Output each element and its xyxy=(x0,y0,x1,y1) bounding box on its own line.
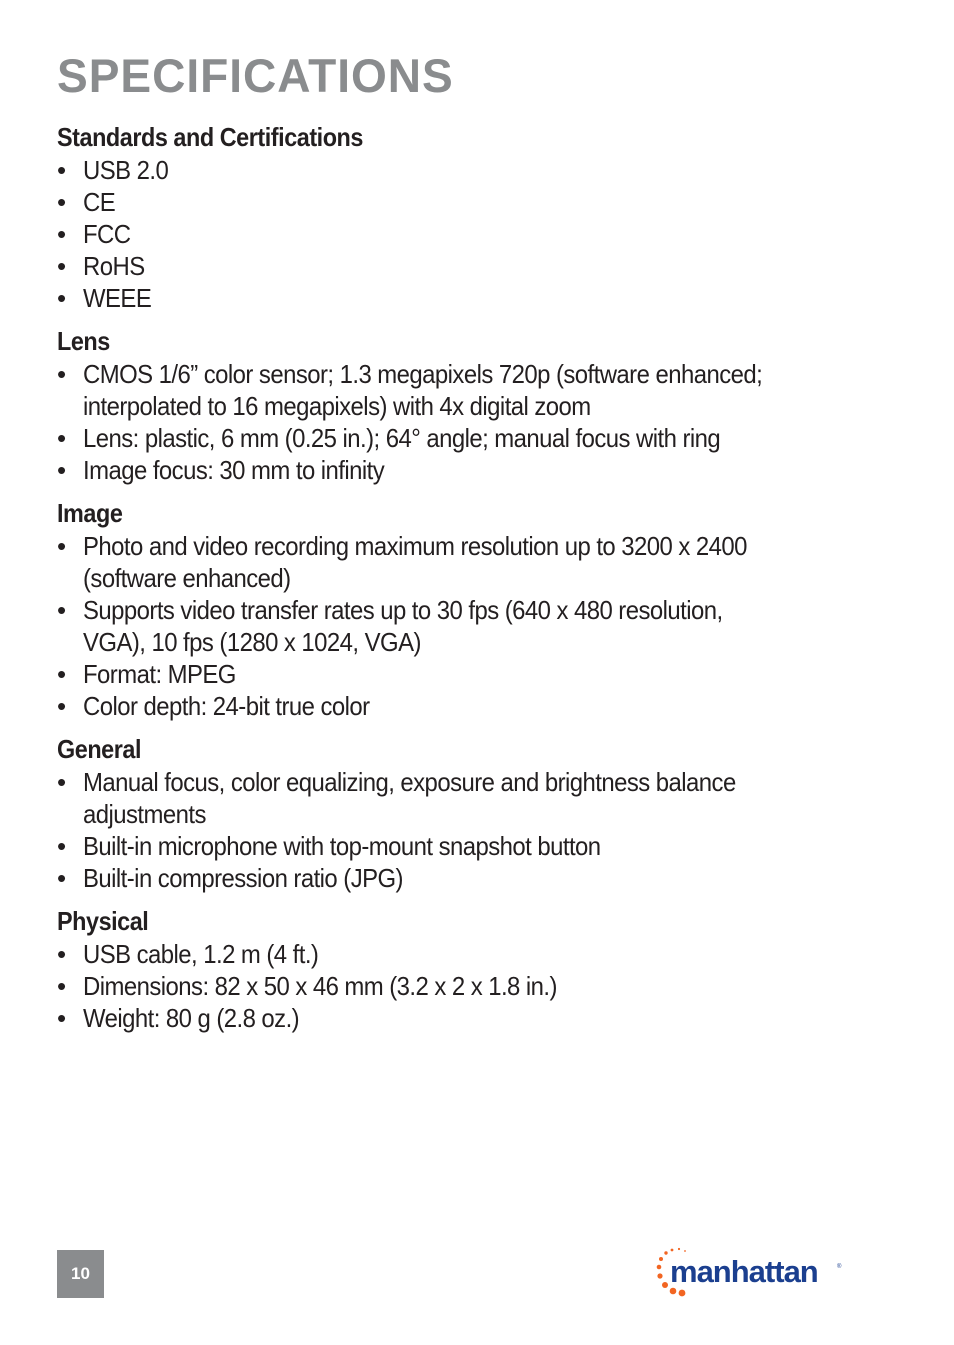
spec-item-text xyxy=(83,186,813,218)
spec-item-line: Image focus: 30 mm to infinity xyxy=(83,455,385,485)
spec-item-line: adjustments xyxy=(83,799,206,829)
spec-item-line: Supports video transfer rates up to 30 fps (640 x 480 resolution, xyxy=(83,595,723,625)
page-title: SPECIFICATIONS xyxy=(57,49,454,102)
spec-item xyxy=(57,530,877,594)
spec-section xyxy=(57,120,877,314)
spec-item-line: CMOS 1/6” color sensor; 1.3 megapixels 720p (software enhanced; xyxy=(83,359,763,389)
section-heading: General xyxy=(57,734,141,764)
logo-wordmark: manhattan xyxy=(670,1254,818,1289)
spec-item-line: Color depth: 24-bit true color xyxy=(83,691,370,721)
section-heading: Physical xyxy=(57,906,149,936)
spec-item xyxy=(57,830,877,862)
spec-item-text xyxy=(83,594,813,658)
spec-item xyxy=(57,862,877,894)
spec-section xyxy=(57,732,877,894)
section-heading: Lens xyxy=(57,326,110,356)
bullet-icon: • xyxy=(57,155,66,185)
spec-item xyxy=(57,154,877,186)
spec-item xyxy=(57,938,877,970)
spec-item-text xyxy=(83,862,813,894)
spec-item xyxy=(57,422,877,454)
spec-item xyxy=(57,594,877,658)
spec-item-line: Built-in compression ratio (JPG) xyxy=(83,863,403,893)
spec-item xyxy=(57,1002,877,1034)
spec-item-text xyxy=(83,250,813,282)
spec-item-line: Weight: 80 g (2.8 oz.) xyxy=(83,1003,300,1033)
spec-item-text xyxy=(83,454,813,486)
spec-item xyxy=(57,454,877,486)
bullet-icon: • xyxy=(57,455,66,485)
spec-item-line: USB 2.0 xyxy=(83,155,169,185)
bullet-icon: • xyxy=(57,283,66,313)
spec-list xyxy=(57,766,877,894)
specifications-content xyxy=(57,120,877,1034)
spec-item-line: Photo and video recording maximum resolution up to 3200 x 2400 xyxy=(83,531,747,561)
bullet-icon: • xyxy=(57,595,66,625)
spec-item-line: USB cable, 1.2 m (4 ft.) xyxy=(83,939,319,969)
bullet-icon: • xyxy=(57,219,66,249)
spec-item-text xyxy=(83,970,813,1002)
spec-item xyxy=(57,690,877,722)
bullet-icon: • xyxy=(57,863,66,893)
bullet-icon: • xyxy=(57,691,66,721)
bullet-icon: • xyxy=(57,359,66,389)
spec-item-line: VGA), 10 fps (1280 x 1024, VGA) xyxy=(83,627,421,657)
spec-item-line: Manual focus, color equalizing, exposure and brightness balance xyxy=(83,767,736,797)
bullet-icon: • xyxy=(57,531,66,561)
spec-item-line: interpolated to 16 megapixels) with 4x digital zoom xyxy=(83,391,591,421)
spec-list xyxy=(57,154,877,314)
spec-item xyxy=(57,218,877,250)
bullet-icon: • xyxy=(57,939,66,969)
bullet-icon: • xyxy=(57,767,66,797)
spec-item xyxy=(57,658,877,690)
bullet-icon: • xyxy=(57,1003,66,1033)
page-number: 10 xyxy=(71,1264,90,1283)
bullet-icon: • xyxy=(57,187,66,217)
spec-item-text xyxy=(83,530,813,594)
section-heading: Standards and Certifications xyxy=(57,122,363,152)
spec-item-line: Format: MPEG xyxy=(83,659,236,689)
spec-item xyxy=(57,358,877,422)
spec-item xyxy=(57,250,877,282)
bullet-icon: • xyxy=(57,251,66,281)
spec-item-line: RoHS xyxy=(83,251,145,281)
spec-item-text xyxy=(83,830,813,862)
spec-item-text xyxy=(83,218,813,250)
spec-list xyxy=(57,530,877,722)
page-number-box xyxy=(57,1250,104,1298)
spec-list xyxy=(57,938,877,1034)
spec-item-line: WEEE xyxy=(83,283,152,313)
spec-item-line: Dimensions: 82 x 50 x 46 mm (3.2 x 2 x 1.8 in.) xyxy=(83,971,557,1001)
spec-section xyxy=(57,496,877,722)
spec-item-line: FCC xyxy=(83,219,131,249)
spec-item-text xyxy=(83,1002,813,1034)
spec-item xyxy=(57,282,877,314)
spec-section xyxy=(57,904,877,1034)
bullet-icon: • xyxy=(57,423,66,453)
spec-item-text xyxy=(83,154,813,186)
spec-item xyxy=(57,766,877,830)
spec-section xyxy=(57,324,877,486)
spec-item-line: CE xyxy=(83,187,116,217)
manhattan-logo-graphic xyxy=(652,1240,852,1302)
spec-item-line: Built-in microphone with top-mount snapshot button xyxy=(83,831,601,861)
spec-item-text xyxy=(83,422,813,454)
bullet-icon: • xyxy=(57,831,66,861)
spec-item xyxy=(57,970,877,1002)
spec-item-text xyxy=(83,282,813,314)
bullet-icon: • xyxy=(57,971,66,1001)
spec-item-line: Lens: plastic, 6 mm (0.25 in.); 64° angle; manual focus with ring xyxy=(83,423,721,453)
spec-item-text xyxy=(83,658,813,690)
spec-item-text xyxy=(83,938,813,970)
manhattan-logo xyxy=(652,1240,852,1302)
bullet-icon: • xyxy=(57,659,66,689)
section-heading: Image xyxy=(57,498,123,528)
spec-item-text xyxy=(83,766,813,830)
spec-list xyxy=(57,358,877,486)
registered-mark-icon: ® xyxy=(837,1264,842,1270)
spec-item-text xyxy=(83,358,813,422)
spec-item-text xyxy=(83,690,813,722)
spec-item xyxy=(57,186,877,218)
spec-item-line: (software enhanced) xyxy=(83,563,291,593)
